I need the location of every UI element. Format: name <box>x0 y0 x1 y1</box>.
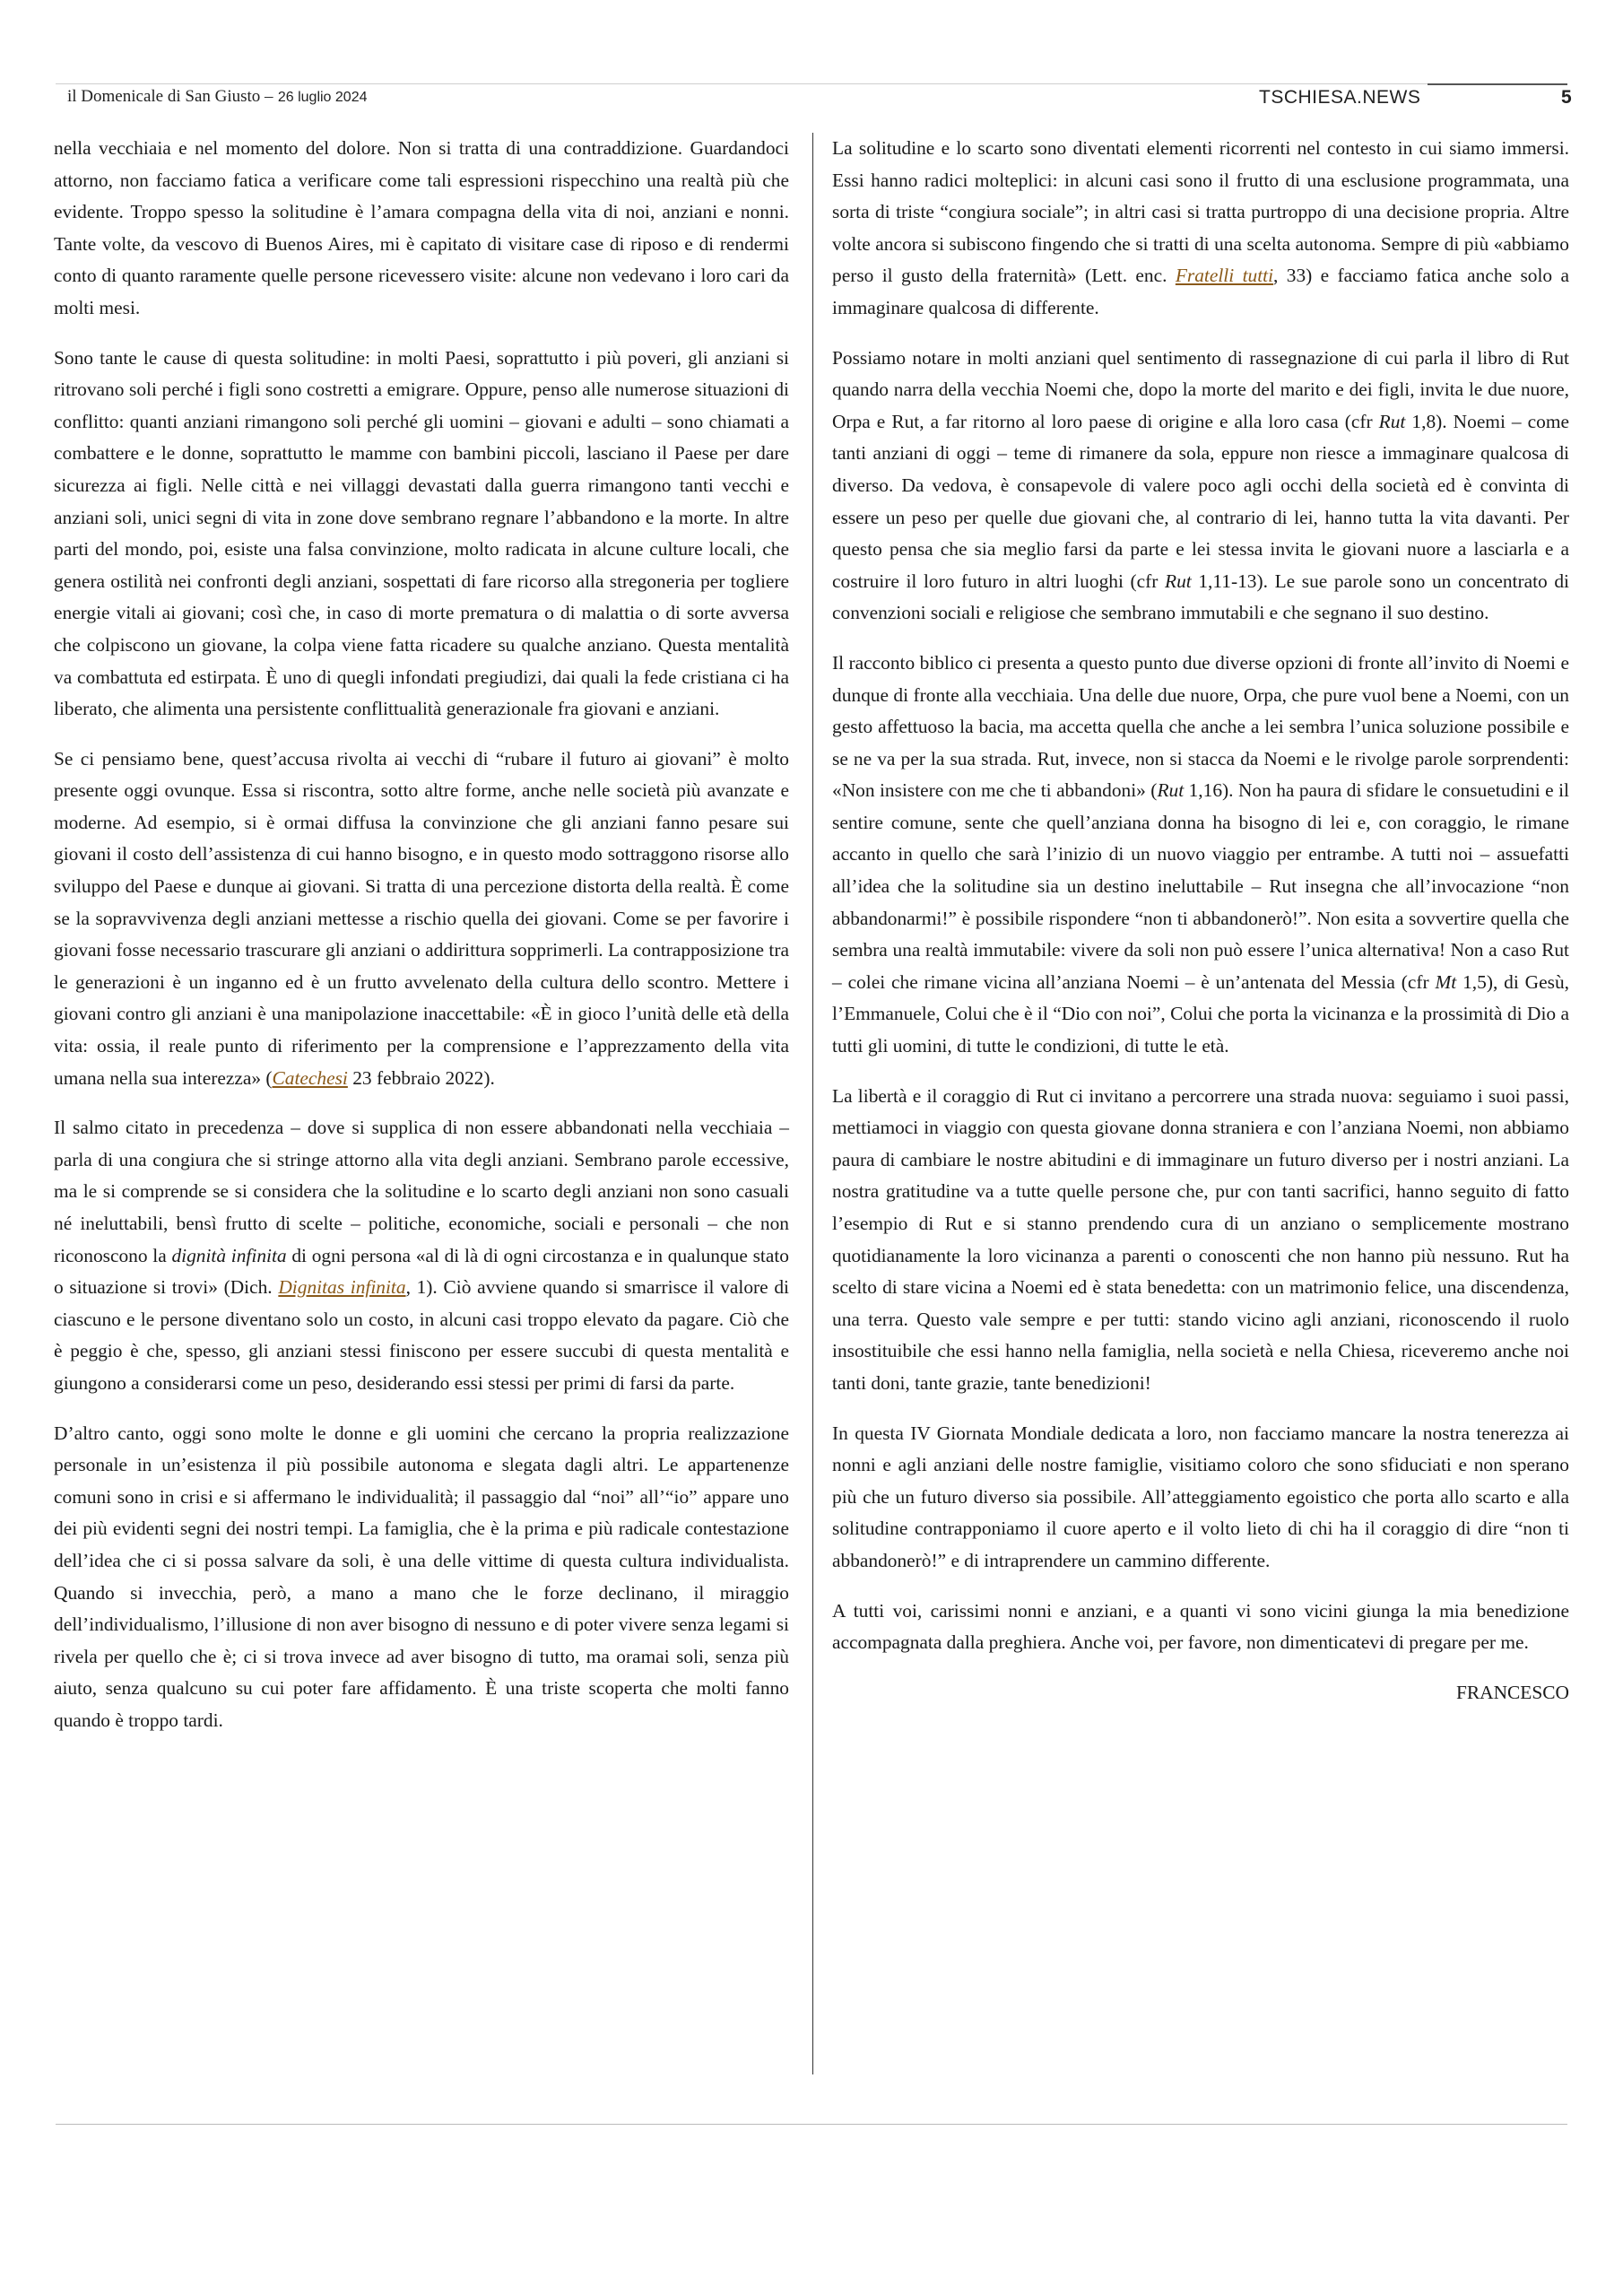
paragraph-text: Se ci pensiamo bene, quest’accusa rivolta ai vecchi di “rubare il futuro ai giovani” è molto presente oggi ovunque. Essa si riscontra, sotto altre forme, anche nelle società più avanzate e moderne. Ad esempio, si è ormai diffusa la convinzione che gli anziani fanno pesare sui giovani il costo dell’assistenza di cui hanno bisogno, e in questo modo sottraggono risorse allo sviluppo del Paese e dunque ai giovani. Si tratta di una percezione distorta della realtà. È come se la sopravvivenza degli anziani mettesse a rischio quella dei giovani. Come se per favorire i giovani fosse necessario trascurare gli anziani o addirittura sopprimerli. La contrapposizione tra le generazioni è un inganno ed è un frutto avvelenato della cultura dello scontro. Mettere i giovani contro gli anziani è una manipolazione inaccettabile: «È in gioco l’unità delle età della vita: ossia, il reale punto di riferimento per la comprensione e l’apprezzamento della vita umana nella sua interezza» ( <box>54 747 789 1089</box>
left-paragraph-3 <box>54 744 789 1095</box>
paragraph-text: Il salmo citato in precedenza – dove si supplica di non essere abbandonati nella vecchiaia – parla di una congiura che si stringe attorno alla vita degli anziani. Sembrano parole eccessive, ma le si comprende se si considera che la solitudine e lo scarto degli anziani non sono casuali né ineluttabili, bensì frutto di scelte – politiche, economiche, sociali e personali – che non riconoscono la <box>54 1117 789 1266</box>
left-paragraph-2: Sono tante le cause di questa solitudine: in molti Paesi, soprattutto i più poveri, gli anziani si ritrovano soli perché i figli sono costretti a emigrare. Oppure, penso alle numerose situazioni di conflitto: quanti anziani rimangono soli perché gli uomini – giovani e adulti – sono chiamati a combattere e le donne, soprattutto le mamme con bambini piccoli, lasciano il Paese per dare sicurezza ai figli. Nelle città e nei villaggi devastati dalla guerra rimangono tanti vecchi e anziani soli, unici segni di vita in zone dove sembrano regnare l’abbandono e la morte. In altre parti del mondo, poi, esiste una falsa convinzione, molto radicata in alcune culture locali, che genera ostilità nei confronti degli anziani, sospettati di fare ricorso alla stregoneria per togliere energie vitali ai giovani; così che, in caso di morte prematura o di malattia o di sorte avversa che colpiscono un giovane, la colpa viene fatta ricadere su qualche anziano. Questa mentalità va combattuta ed estirpata. È uno di quegli infondati pregiudizi, dai quali la fede cristiana ci ha liberato, che alimenta una persistente conflittualità generazionale fra giovani e anziani. <box>54 346 789 720</box>
emphasis-text: Rut <box>1378 410 1406 432</box>
left-paragraph-4 <box>54 1112 789 1399</box>
paragraph-text: 1,11-13). Le sue parole sono un concentrato di convenzioni sociali e religiose che sembrano immutabili e che segnano il suo destino. <box>832 570 1569 624</box>
paragraph-text: Possiamo notare in molti anziani quel sentimento di rassegnazione di cui parla il libro di Rut quando narra della vecchia Noemi che, dopo la morte del marito e dei figli, invita le due nuore, Orpa e Rut, a far ritorno al loro paese di origine e alla loro casa (cfr <box>832 346 1569 432</box>
paragraph-text: 1,16). Non ha paura di sfidare le consuetudini e il sentire comune, sente che quell’anziana donna ha bisogno di lei e, con coraggio, le rimane accanto in quello che sarà l’inizio di un nuovo viaggio per entrambe. A tutti noi – assuefatti all’idea che la solitudine sia un destino ineluttabile – Rut insegna che all’invocazione “non abbandonarmi!” è possibile rispondere “non ti abbandonerò!”. Non esita a sovvertire quella che sembra una realtà immutabile: vivere da soli non può essere l’unica alternativa! Non a caso Rut – colei che rimane vicina all’anziana Noemi – è un’antenata del Messia (cfr <box>832 779 1569 993</box>
paragraph-text: Il racconto biblico ci presenta a questo punto due diverse opzioni di fronte all’invito di Noemi e dunque di fronte alla vecchiaia. Una delle due nuore, Orpa, che pure vuol bene a Noemi, con un gesto affettuoso la bacia, ma accetta quella che anche a lei sembra l’unica soluzione possibile e se ne va per la sua strada. Rut, invece, non si stacca da Noemi e le rivolge parole sorprendenti: «Non insistere con me che ti abbandoni» ( <box>832 651 1569 802</box>
page-number: 5 <box>1561 87 1572 108</box>
paragraph-text: 1,8). Noemi – come tanti anziani di oggi – teme di rimanere da sola, eppure non riesce a immaginare qualcosa di diverso. Da vedova, è consapevole di valere poco agli occhi della società ed è convinta di essere un peso per quelle due giovani che, al contrario di lei, hanno tutta la vita davanti. Per questo pensa che sia meglio farsi da parte e lei stessa invita le giovani nuore a lasciarla e a costruire il loro futuro in altri luoghi (cfr <box>832 410 1569 592</box>
right-paragraph-5: In questa IV Giornata Mondiale dedicata a loro, non facciamo mancare la nostra tenerezza ai nonni e agli anziani delle nostre famiglie, visitiamo coloro che sono sfiduciati e non sperano più che un futuro diverso sia possibile. All’atteggiamento egoistico che porta allo scarto e alla solitudine contrapponiamo il cuore aperto e il volto lieto di chi ha il coraggio di dire “non ti abbandonerò!” e di intraprendere un cammino differente. <box>832 1422 1569 1571</box>
publication-name: il Domenicale di San Giusto – <box>67 87 273 106</box>
paragraph-text: di ogni persona «al di là di ogni circostanza e in qualunque stato o situazione si trovi» (Dich. <box>54 1244 790 1299</box>
left-paragraph-5: D’altro canto, oggi sono molte le donne e gli uomini che cercano la propria realizzazione personale in un’esistenza il più possibile autonoma e slegata dagli altri. Le appartenenze comuni sono in crisi e si affermano le individualità; il passaggio dal “noi” all’“io” appare uno dei più evidenti segni dei nostri tempi. La famiglia, che è la prima e più radicale contestazione dell’idea che ci si possa salvare da soli, è una delle vittime di questa cultura individualista. Quando si invecchia, però, a mano a mano che le forze declinano, il miraggio dell’individualismo, l’illusione di non aver bisogno di nessuno e di poter vivere senza legami si rivela per quello che è; ci si trova invece ad aver bisogno di tutto, ma oramai soli, senza più aiuto, senza qualcuno su cui poter fare affidamento. È una triste scoperta che molti fanno quando è troppo tardi. <box>54 1422 789 1731</box>
emphasis-text: Mt <box>1435 970 1457 993</box>
paragraph-text: La solitudine e lo scarto sono diventati elementi ricorrenti nel contesto in cui siamo immersi. Essi hanno radici molteplici: in alcuni casi sono il frutto di una esclusione programmata, una sorta di triste “congiura sociale”; in altri casi si tratta purtroppo di una decisione propria. Altre volte ancora si subiscono fingendo che si tratti di una scelta autonoma. Sempre di più «abbiamo perso il gusto della fraternità» (Lett. enc. <box>832 137 1569 287</box>
right-paragraph-3 <box>832 648 1569 1063</box>
publication-date: 26 luglio 2024 <box>277 90 368 105</box>
right-paragraph-6: A tutti voi, carissimi nonni e anziani, e a quanti vi sono vicini giunga la mia benedizione accompagnata dalla preghiera. Anche voi, per favore, non dimenticatevi di pregare per me. <box>832 1599 1569 1654</box>
paragraph-text: 23 febbraio 2022). <box>347 1066 495 1089</box>
paragraph-text: , 33) e facciamo fatica anche solo a immaginare qualcosa di differente. <box>832 265 1569 318</box>
paragraph-text: , 1). Ciò avviene quando si smarrisce il valore di ciascuno e le persone diventano solo un costo, in alcuni casi troppo elevato da pagare. Ciò che è peggio è che, spesso, gli anziani stessi finiscono per essere succubi di questa mentalità e giungono a considerarsi come un peso, desiderando essi stessi per primi di farsi da parte. <box>54 1276 789 1394</box>
header-rule <box>56 83 1567 84</box>
right-column <box>832 133 1569 1726</box>
column-divider <box>812 133 813 2074</box>
emphasis-text: Rut <box>1165 570 1192 592</box>
emphasis-text: Rut <box>1157 779 1185 802</box>
paragraph-text: 1,5), di Gesù, l’Emmanuele, Colui che è il “Dio con noi”, Colui che porta la vicinanza e la prossimità di Dio a tutti gli uomini, di tutte le condizioni, di tutte le età. <box>832 970 1569 1057</box>
header-accent-rule <box>1428 83 1567 85</box>
left-paragraph-1: nella vecchiaia e nel momento del dolore. Non si tratta di una contraddizione. Guardandoci attorno, non facciamo fatica a verificare come tali espressioni rispecchino una realtà più che evidente. Troppo spesso la solitudine è l’amara compagna della vita di noi, anziani e nonni. Tante volte, da vescovo di Buenos Aires, mi è capitato di visitare case di riposo e di rendermi conto di quanto raramente quelle persone ricevessero visite: alcune non vedevano i loro cari da molti mesi. <box>54 137 789 318</box>
fratelli-tutti-link[interactable]: Fratelli tutti <box>1175 265 1274 287</box>
header-publication <box>67 87 367 107</box>
left-column <box>54 133 789 1755</box>
emphasis-text: dignità infinita <box>171 1244 287 1266</box>
signature: FRANCESCO <box>1455 1681 1569 1703</box>
catechesi-link[interactable]: Catechesi <box>272 1066 348 1089</box>
right-paragraph-4: La libertà e il coraggio di Rut ci invitano a percorrere una strada nuova: seguiamo i suoi passi, mettiamoci in viaggio con questa giovane donna straniera e con l’anziana Noemi, non abbiamo paura di cambiare le nostre abitudini e di immaginare un futuro diverso per i nostri anziani. La nostra gratitudine va a tutte quelle persone che, pur con tanti sacrifici, hanno seguito di fatto l’esempio di Rut e si stanno prendendo cura di un anziano o semplicemente mostrano quotidianamente la loro vicinanza a parenti o conoscenti che non hanno più nessuno. Rut ha scelto di stare vicina a Noemi ed è stata benedetta: con un matrimonio felice, una discendenza, una terra. Questo vale sempre e per tutti: stando vicino agli anziani, riconoscendo il ruolo insostituibile che essi hanno nella famiglia, nella società e nella Chiesa, riceveremo anche noi tanti doni, tante grazie, tante benedizioni! <box>832 1084 1569 1394</box>
footer-rule <box>56 2124 1567 2125</box>
header-site: TSCHIESA.NEWS <box>1259 87 1421 108</box>
right-paragraph-1 <box>832 133 1569 325</box>
dignitas-infinita-link[interactable]: Dignitas infinita <box>278 1276 406 1299</box>
right-paragraph-2 <box>832 343 1569 630</box>
